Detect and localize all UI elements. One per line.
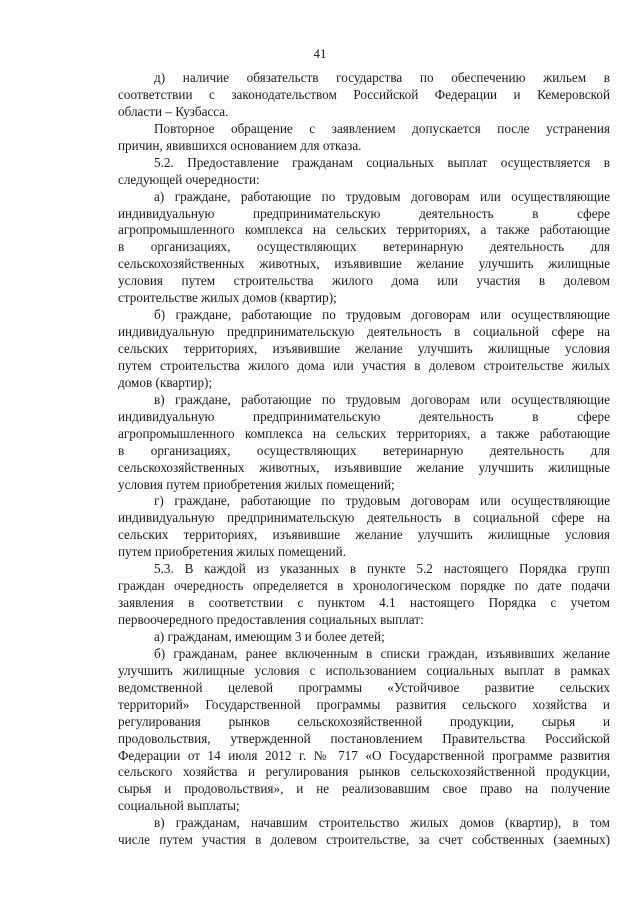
- text-line: сельскохозяйственных животных, изъявившие желание улучшить жилищные: [118, 256, 610, 272]
- text-line: области – Кузбасса.: [118, 103, 229, 119]
- text-line: а) гражданам, имеющим 3 и более детей;: [154, 628, 385, 644]
- text-line: а) граждане, работающие по трудовым договорам или осуществляющие: [154, 188, 610, 204]
- text-line: социальной выплаты;: [118, 798, 240, 814]
- text-line: индивидуальную предпринимательскую деятельность в социальной сфере на: [118, 510, 610, 526]
- text-line: сельских территориях, изъявившие желание улучшить жилищные условия: [118, 527, 610, 543]
- text-line: сельского хозяйства и регулирования рынков сельскохозяйственной продукции,: [118, 764, 610, 780]
- text-line: индивидуальную предпринимательскую деятельность в сфере: [118, 205, 610, 221]
- text-line: 5.2. Предоставление гражданам социальных выплат осуществляется в: [154, 154, 610, 170]
- page-number: 41: [313, 46, 327, 61]
- text-line: сельскохозяйственных животных, изъявившие желание улучшить жилищные: [118, 459, 610, 475]
- text-line: ведомственной целевой программы «Устойчивое развитие сельских: [118, 679, 610, 695]
- text-line: б) гражданам, ранее включенным в списки граждан, изъявивших желание: [154, 645, 610, 661]
- text-line: в организациях, осуществляющих ветеринарную деятельность для: [118, 239, 610, 255]
- text-line: в) граждане, работающие по трудовым договорам или осуществляющие: [154, 391, 610, 407]
- text-line: первоочередного предоставления социальных выплат:: [118, 612, 424, 627]
- text-line: территорий» Государственной программы развития сельского хозяйства и: [118, 696, 610, 712]
- text-line: 5.3. В каждой из указанных в пункте 5.2 настоящего Порядка групп: [154, 561, 610, 577]
- text-line: путем приобретения жилых помещений.: [118, 544, 347, 560]
- text-line: заявления в соответствии с пунктом 4.1 настоящего Порядка с учетом: [118, 595, 610, 611]
- text-line: регулирования рынков сельскохозяйственной продукции, сырья и: [118, 713, 610, 729]
- text-line: причин, явившихся основанием для отказа.: [118, 137, 362, 153]
- text-line: г) граждане, работающие по трудовым договорам или осуществляющие: [154, 493, 610, 509]
- text-line: условия путем приобретения жилых помещений;: [118, 476, 395, 492]
- text-line: Повторное обращение с заявлением допускается после устранения: [154, 120, 610, 136]
- text-line: условия путем строительства жилого дома или участия в долевом: [118, 273, 610, 289]
- text-line: строительстве жилых домов (квартир);: [118, 290, 337, 306]
- text-line: домов (квартир);: [118, 374, 213, 390]
- text-line: б) граждане, работающие по трудовым договорам или осуществляющие: [154, 307, 610, 323]
- text-line: граждан очередность определяется в хронологическом порядке по дате подачи: [118, 578, 610, 594]
- text-line: индивидуальную предпринимательскую деятельность в социальной сфере на: [118, 324, 610, 340]
- text-line: агропромышленного комплекса на сельских территориях, а также работающие: [118, 425, 610, 441]
- text-line: улучшить жилищные условия с использованием социальных выплат в рамках: [118, 662, 610, 678]
- text-line: сырья и продовольствия», и не реализовавшим свое право на получение: [118, 781, 610, 797]
- text-line: числе путем участия в долевом строительстве, за счет собственных (заемных): [118, 832, 610, 848]
- text-line: путем строительства жилого дома или участия в долевом строительстве жилых: [118, 357, 610, 373]
- text-line: агропромышленного комплекса на сельских территориях, а также работающие: [118, 222, 610, 238]
- text-line: д) наличие обязательств государства по обеспечению жильем в: [154, 70, 610, 85]
- text-line: сельских территориях, изъявившие желание улучшить жилищные условия: [118, 341, 610, 356]
- text-line: в) гражданам, начавшим строительство жилых домов (квартир), в том: [154, 815, 610, 831]
- text-line: в организациях, осуществляющих ветеринарную деятельность для: [118, 442, 610, 458]
- text-line: соответствии с законодательством Российской Федерации и Кемеровской: [118, 86, 610, 102]
- document-body: [118, 70, 610, 849]
- text-line: Федерации от 14 июля 2012 г. № 717 «О Государственной программе развития: [118, 747, 610, 763]
- text-line: следующей очередности:: [118, 171, 260, 187]
- text-line: индивидуальную предпринимательскую деятельность в сфере: [118, 408, 610, 424]
- text-line: продовольствия, утвержденной постановлением Правительства Российской: [118, 730, 610, 746]
